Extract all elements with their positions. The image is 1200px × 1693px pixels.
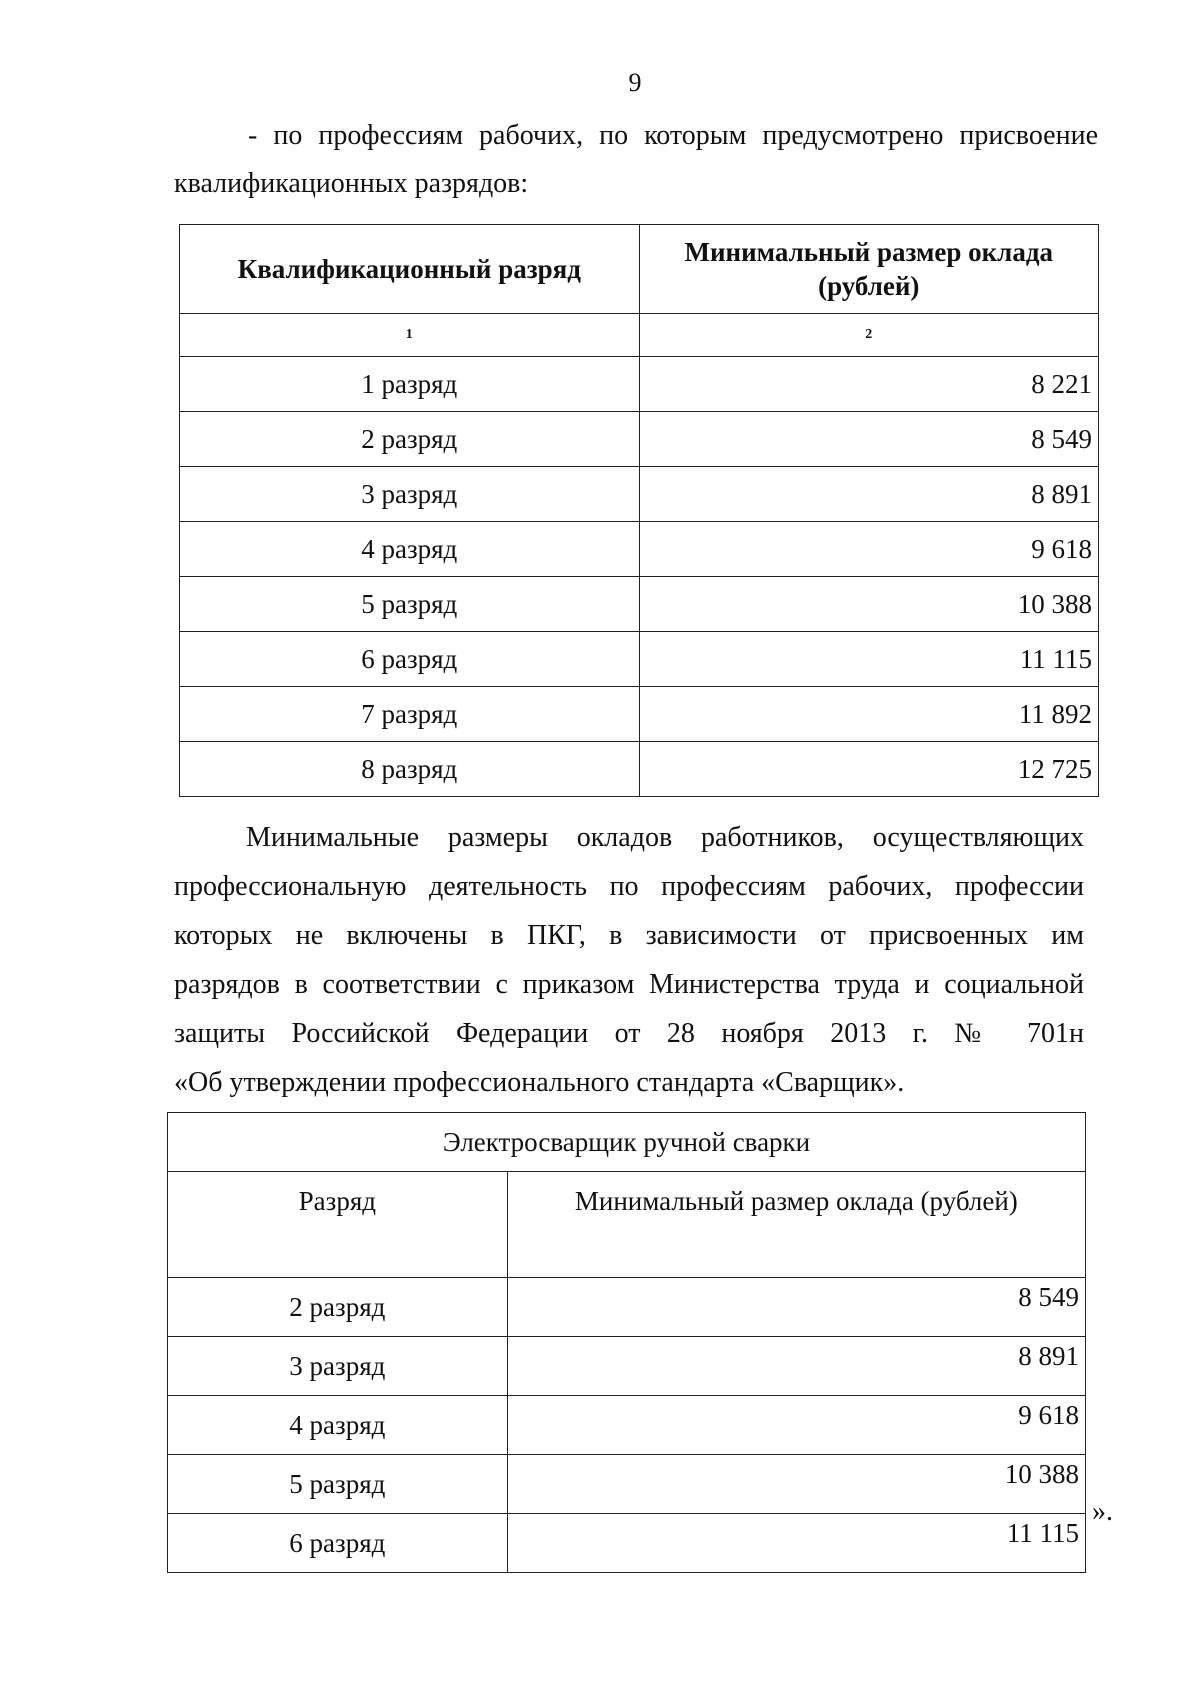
table-row — [168, 1337, 1086, 1396]
grade-cell: 6 разряд — [168, 1514, 508, 1573]
column-number-1: 1 — [180, 314, 640, 357]
salary-cell: 8 221 — [639, 357, 1099, 412]
salary-cell: 12 725 — [639, 742, 1099, 797]
table-row — [180, 522, 1099, 577]
table-row — [168, 1514, 1086, 1573]
grade-cell: 4 разряд — [180, 522, 640, 577]
table-row — [180, 742, 1099, 797]
table-title: Электросварщик ручной сварки — [168, 1113, 1086, 1172]
table-row — [180, 412, 1099, 467]
grade-cell: 6 разряд — [180, 632, 640, 687]
closing-quote-mark: ». — [1092, 1496, 1113, 1527]
header-grade: Квалификационный разряд — [180, 225, 640, 314]
table-header-row — [180, 225, 1099, 314]
table-row — [168, 1396, 1086, 1455]
grade-cell: 8 разряд — [180, 742, 640, 797]
salary-cell: 9 618 — [507, 1396, 1085, 1455]
grade-cell: 3 разряд — [180, 467, 640, 522]
table-row — [180, 467, 1099, 522]
paragraph-line: разрядов в соответствии с приказом Министерства труда и социальной — [174, 969, 1084, 1000]
intro-line-2: квалификационных разрядов: — [174, 168, 529, 199]
paragraph-line: «Об утверждении профессионального стандарта «Сварщик». — [174, 1067, 905, 1098]
header-salary: Минимальный размер оклада (рублей) — [507, 1172, 1085, 1278]
page-number: 9 — [628, 68, 642, 97]
grade-cell: 4 разряд — [168, 1396, 508, 1455]
salary-cell: 10 388 — [507, 1455, 1085, 1514]
salary-cell: 8 891 — [639, 467, 1099, 522]
table-header-row — [168, 1172, 1086, 1278]
body-paragraph — [174, 813, 1084, 1107]
salary-cell: 11 892 — [639, 687, 1099, 742]
header-grade: Разряд — [168, 1172, 508, 1278]
column-number-row — [180, 314, 1099, 357]
grade-cell: 2 разряд — [168, 1278, 508, 1337]
table-row — [180, 632, 1099, 687]
salary-cell: 8 891 — [507, 1337, 1085, 1396]
paragraph-line: защиты Российской Федерации от 28 ноября 2013 г. № 701н — [174, 1018, 1084, 1049]
table-row — [168, 1278, 1086, 1337]
grade-cell: 5 разряд — [180, 577, 640, 632]
table-row — [180, 577, 1099, 632]
column-number-2: 2 — [639, 314, 1099, 357]
paragraph-line: Минимальные размеры окладов работников, осуществляющих — [246, 822, 1084, 853]
salary-cell: 9 618 — [639, 522, 1099, 577]
header-salary: Минимальный размер оклада (рублей) — [639, 225, 1099, 314]
paragraph-line: которых не включены в ПКГ, в зависимости от присвоенных им — [174, 920, 1084, 951]
salary-cell: 10 388 — [639, 577, 1099, 632]
grade-cell: 1 разряд — [180, 357, 640, 412]
salary-cell: 8 549 — [507, 1278, 1085, 1337]
grade-cell: 5 разряд — [168, 1455, 508, 1514]
grade-cell: 7 разряд — [180, 687, 640, 742]
salary-cell: 11 115 — [507, 1514, 1085, 1573]
table-row — [180, 687, 1099, 742]
grade-cell: 3 разряд — [168, 1337, 508, 1396]
table-row — [180, 357, 1099, 412]
table-row — [168, 1455, 1086, 1514]
grade-cell: 2 разряд — [180, 412, 640, 467]
table-title-row — [168, 1113, 1086, 1172]
intro-line-1: - по профессиям рабочих, по которым предусмотрено присвоение — [248, 120, 1098, 151]
qualification-grade-table — [179, 224, 1099, 797]
welder-grade-table — [167, 1112, 1086, 1573]
paragraph-line: профессиональную деятельность по профессиям рабочих, профессии — [174, 871, 1084, 902]
salary-cell: 11 115 — [639, 632, 1099, 687]
salary-cell: 8 549 — [639, 412, 1099, 467]
